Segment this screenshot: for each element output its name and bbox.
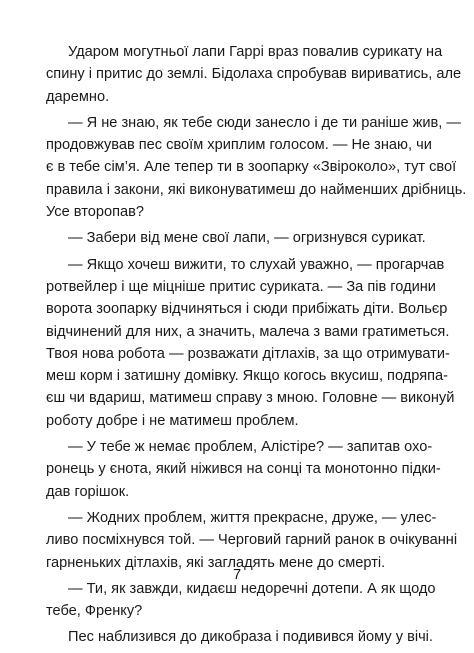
paragraph: [46, 507, 458, 574]
text-line: Усе второпав?: [46, 204, 144, 221]
body-text: [46, 41, 467, 653]
paragraph: [46, 626, 433, 648]
text-line: — Я не знаю, як тебе сюди занесло і де ти раніше жив, —: [68, 114, 462, 131]
text-line: Пес наблизився до дикобраза і подивився йому у вічі.: [68, 629, 433, 646]
text-line: тебе, Френку?: [46, 603, 143, 620]
text-line: дав горішок.: [46, 483, 130, 500]
paragraph: [46, 254, 455, 432]
text-line: — У тебе ж немає проблем, Алістіре? — запитав охо-: [68, 439, 433, 456]
text-line: продовжував пес своїм хриплим голосом. — Не знаю, чи: [46, 137, 432, 154]
text-line: — Якщо хочеш вижити, то слухай уважно, — прогарчав: [68, 256, 445, 273]
text-line: ронець у єнота, який ніжився на сонці та монотонно підки-: [46, 461, 441, 478]
text-line: даремно.: [46, 88, 110, 105]
text-line: єш чи вдариш, матимеш справу з мною. Головне — виконуй: [46, 390, 455, 407]
text-line: спину і притис до землі. Бідолаха спробував вириватись, але: [46, 66, 462, 83]
paragraph: [46, 436, 441, 503]
paragraph: [46, 112, 467, 223]
text-line: ливо посміхнувся той. — Черговий гарний ранок в очікуванні: [46, 532, 458, 549]
text-line: роботу добре і не матимеш проблем.: [46, 412, 299, 429]
text-line: правила і закони, які виконуватимеш до найменших дрібниць.: [46, 181, 467, 198]
text-line: Ударом могутньої лапи Гаррі враз повалив сурикату на: [68, 44, 443, 60]
text-line: — Забери від мене свої лапи, — огризнувся сурикат.: [68, 230, 426, 247]
text-line: меш корм і затишну домівку. Якщо когось вкусиш, подряпа-: [46, 368, 448, 385]
text-line: Твоя нова робота — розважати дітлахів, за що отримувати-: [46, 345, 450, 362]
text-line: — Жодних проблем, життя прекрасне, друже, — улес-: [68, 509, 437, 526]
text-line: ротвейлер і ще міцніше притис суриката. — За пів години: [46, 278, 436, 295]
text-line: відчинений для них, а значить, малеча з вами гратиметься.: [46, 323, 450, 340]
text-line: є в тебе сім’я. Але тепер ти в зоопарку «Звіроколо», тут свої: [46, 159, 457, 176]
paragraph: [46, 578, 436, 623]
text-line: ворота зоопарку відчиняться і сюди прибіжать діти. Вольєр: [46, 301, 448, 318]
page-number: 7: [232, 567, 242, 583]
text-line: — Ти, як завжди, кидаєш недоречні дотепи. А як щодо: [68, 580, 436, 597]
paragraph: [46, 227, 426, 249]
text-line: гарненьких дітлахів, які загладять мене до смерті.: [46, 554, 386, 571]
paragraph: [46, 41, 462, 108]
